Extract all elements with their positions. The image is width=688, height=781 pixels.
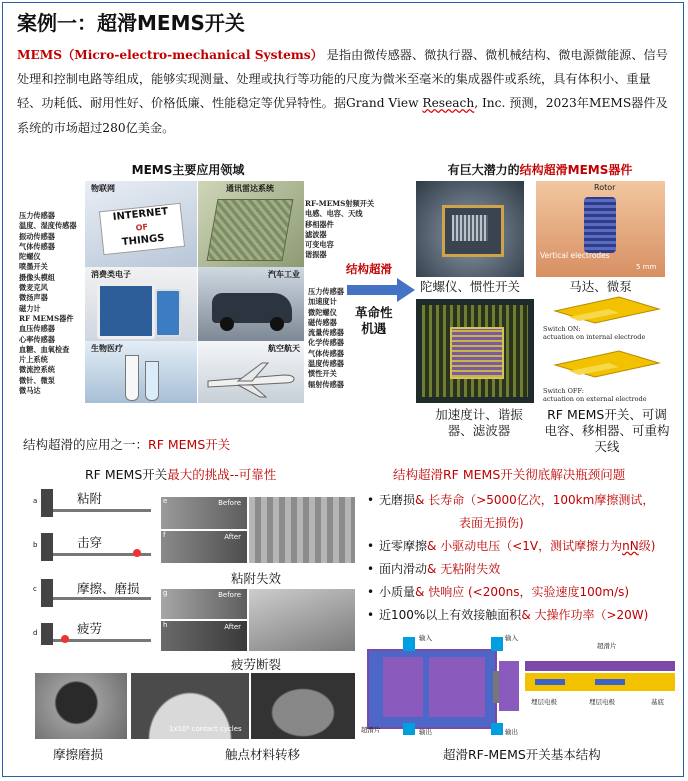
auto-tile bbox=[198, 267, 304, 341]
sem-transfer-image-2 bbox=[251, 673, 355, 739]
panel-letter: a bbox=[33, 497, 38, 505]
structure-diagram bbox=[363, 631, 679, 739]
sem-before-e bbox=[161, 497, 247, 529]
app-list-item: RF MEMS器件 bbox=[19, 313, 74, 323]
app-list-item: 化学传感器 bbox=[308, 338, 344, 348]
switch-on-label: Switch ON: bbox=[543, 325, 581, 333]
switch-off-label: Switch OFF: bbox=[543, 387, 584, 395]
iot-banner-top: INTERNET bbox=[112, 206, 169, 223]
test-tube bbox=[145, 361, 159, 401]
bullet-item: • 小质量& 快响应 (<200ns，实验速度100m/s) bbox=[367, 585, 630, 599]
output-label-2: 输出 bbox=[505, 728, 518, 736]
buried-electrode bbox=[535, 679, 565, 685]
bullet-tail: 实验速度100m/s) bbox=[531, 585, 630, 599]
anchor-block bbox=[41, 623, 53, 645]
switch-off-sub: actuation on external electrode bbox=[543, 395, 647, 403]
devices-heading bbox=[415, 161, 665, 178]
cycles-label: 1x10⁸ contact cycles bbox=[169, 725, 242, 733]
phone-image bbox=[155, 289, 181, 337]
arrow-bottom-line1: 革命性 bbox=[355, 305, 393, 320]
buried-label-2: 埋层电极 bbox=[589, 698, 615, 706]
intro-squiggle-word: Reseach bbox=[422, 96, 475, 111]
iot-banner bbox=[99, 203, 185, 255]
app-list-item: 微麦克风 bbox=[19, 283, 48, 293]
iot-label: 物联网 bbox=[91, 184, 115, 193]
auto-label: 汽车工业 bbox=[268, 270, 300, 279]
electrodes-label: Vertical electrodes bbox=[540, 251, 610, 260]
aero-label: 航空航天 bbox=[268, 344, 300, 353]
app-list-item: 微针、微泵 bbox=[19, 375, 55, 385]
app-list-item: 可变电容 bbox=[305, 240, 334, 250]
input-label-1: 输入 bbox=[419, 634, 432, 642]
crack-icon bbox=[61, 635, 69, 643]
panel-letter: f bbox=[163, 531, 166, 539]
arrow-label-top: 结构超滑 bbox=[346, 262, 392, 276]
fail-label-fatigue: 疲劳 bbox=[77, 621, 103, 636]
rf-caption: RF MEMS开关、可调电容、移相器、可重构天线 bbox=[544, 407, 670, 454]
section2-red: RF MEMS开关 bbox=[148, 437, 231, 452]
bullet-item: • 面内滑动& 无粘附失效 bbox=[367, 562, 501, 576]
fatigue-fail-caption: 疲劳断裂 bbox=[231, 657, 282, 672]
app-list-item: 加速度计 bbox=[308, 297, 337, 307]
radar-array bbox=[207, 199, 294, 261]
sem-stiction-image bbox=[249, 497, 355, 563]
panel-letter: c bbox=[33, 585, 37, 593]
bullet-item: • 近零摩擦& 小驱动电压（<1V，测试摩擦力为nN级) bbox=[367, 539, 656, 553]
app-list-item: RF-MEMS射频开关 bbox=[305, 199, 375, 208]
accel-chip-image bbox=[416, 299, 534, 403]
output-label-1: 输出 bbox=[419, 728, 432, 736]
buried-electrode bbox=[595, 679, 625, 685]
app-list-item: 压力传感器 bbox=[19, 211, 55, 220]
sem-fatigue-image bbox=[249, 589, 355, 651]
bullet-key: 近100%以上有效接触面积 bbox=[379, 608, 522, 622]
airplane-icon bbox=[204, 359, 298, 399]
slide bbox=[2, 2, 684, 777]
tablet-image bbox=[97, 283, 155, 339]
aero-tile bbox=[198, 341, 304, 403]
solution-heading: 结构超滑RF MEMS开关彻底解决瓶颈问题 bbox=[393, 467, 626, 482]
iot-banner-bot: THINGS bbox=[121, 232, 166, 249]
sem-after-h bbox=[161, 621, 247, 651]
panel-letter: b bbox=[33, 541, 38, 549]
slider-pad bbox=[383, 657, 423, 717]
bullet-key: 无磨损 bbox=[379, 493, 416, 507]
app-list-item: 气体传感器 bbox=[308, 348, 344, 358]
app-list-item: 流量传感器 bbox=[308, 328, 344, 338]
test-tube bbox=[125, 355, 139, 401]
app-list-item: 片上系统 bbox=[19, 355, 48, 365]
before-label: Before bbox=[218, 499, 241, 507]
cantilever-beam bbox=[53, 509, 151, 512]
slider-label-2: 超滑片 bbox=[597, 642, 617, 650]
bullet-tail: 级) bbox=[638, 539, 656, 553]
app-list-item: 谐振器 bbox=[305, 250, 327, 260]
slider-pad bbox=[499, 661, 519, 711]
devices-heading-prefix: 有巨大潜力的 bbox=[447, 163, 520, 177]
right-arrow-icon bbox=[347, 277, 417, 303]
after-label: After bbox=[224, 533, 241, 541]
solution-bullets bbox=[367, 489, 679, 627]
fail-label-wear: 摩擦、磨损 bbox=[77, 581, 140, 596]
app-list-left bbox=[19, 211, 85, 396]
rotor-label: Rotor bbox=[594, 183, 616, 192]
arrow-bottom-line2: 机遇 bbox=[361, 321, 387, 336]
devices-heading-red: 结构超滑MEMS器件 bbox=[519, 163, 633, 177]
motor-caption: 马达、微泵 bbox=[569, 279, 632, 294]
panel-letter: g bbox=[163, 589, 168, 597]
anchor-block bbox=[41, 489, 53, 517]
app-list-item: 磁传感器 bbox=[308, 317, 337, 327]
section2-prefix: 结构超滑的应用之一： bbox=[23, 437, 149, 452]
gyro-image bbox=[416, 181, 524, 277]
after-label: After bbox=[224, 623, 241, 631]
bullet-value: & 快响应 (<200ns， bbox=[415, 585, 532, 599]
app-list-item: 心率传感器 bbox=[19, 334, 55, 344]
challenge-heading-prefix: RF MEMS开关 bbox=[85, 467, 168, 482]
substrate-label: 基底 bbox=[651, 698, 664, 706]
app-list-item: 惯性开关 bbox=[308, 369, 337, 379]
cantilever-beam bbox=[53, 597, 151, 600]
app-list-item: 微流控系统 bbox=[19, 365, 55, 375]
bullet-key: 小质量 bbox=[379, 585, 416, 599]
app-list-item: 气体传感器 bbox=[19, 241, 55, 251]
consumer-label: 消费类电子 bbox=[91, 270, 131, 279]
wear-caption: 摩擦磨损 bbox=[53, 747, 104, 762]
app-list-item: 振动传感器 bbox=[19, 231, 55, 241]
app-list-item: 温度传感器 bbox=[308, 359, 344, 369]
panel-letter: h bbox=[163, 621, 168, 629]
chip-core bbox=[450, 327, 504, 379]
radar-label: 通讯雷达系统 bbox=[226, 184, 274, 193]
anchor-block bbox=[41, 579, 53, 607]
port-input bbox=[403, 637, 415, 651]
before-label: Before bbox=[218, 591, 241, 599]
section2-heading bbox=[23, 435, 230, 453]
spark-icon bbox=[133, 549, 141, 557]
bullet-value: & 无粘附失效 bbox=[427, 562, 501, 576]
app-list-item: 滤波器 bbox=[305, 229, 327, 239]
stiction-fail-caption: 粘附失效 bbox=[231, 571, 282, 586]
structure-caption: 超滑RF-MEMS开关基本结构 bbox=[443, 747, 601, 762]
intro-text-2: , Inc. 预测，2023年MEMS器件及系统的市场超过280亿美金。 bbox=[17, 96, 668, 135]
app-list-item: 压力传感器 bbox=[308, 287, 344, 296]
bullet-value: & 小驱动电压（<1V，测试摩擦力为 bbox=[427, 539, 623, 553]
port-output bbox=[403, 723, 415, 735]
iot-tile bbox=[85, 181, 197, 267]
app-list-item: 微陀螺仪 bbox=[308, 307, 337, 317]
intro-text-1: 是指由微传感器、微执行器、微机械结构、微电源微能源、信号处理和控制电路等组成，能够实现测量、处理或执行等功能的尺度为微米至毫米的集成器件或系统，具有体积小、重量轻、功耗低、耐用性好、价格低廉、性能稳定等优异特性。据Grand View bbox=[17, 48, 668, 111]
app-list-item: 血压传感器 bbox=[19, 324, 55, 334]
page-title: 案例一：超滑MEMS开关 bbox=[17, 11, 245, 35]
intro-paragraph bbox=[17, 43, 673, 140]
consumer-tile bbox=[85, 267, 197, 341]
bullet-item: • 无磨损& 长寿命（>5000亿次，100km摩擦测试， bbox=[367, 493, 655, 507]
app-list-item: 陀螺仪 bbox=[19, 252, 41, 262]
motor-image bbox=[536, 181, 665, 277]
panel-letter: e bbox=[163, 497, 168, 505]
fail-label-stiction: 粘附 bbox=[77, 491, 103, 506]
bullet-key: 近零摩擦 bbox=[379, 539, 428, 553]
transfer-caption: 触点材料转移 bbox=[225, 747, 301, 762]
rf-switch-image bbox=[541, 295, 669, 407]
rotor-shape bbox=[584, 197, 616, 253]
fail-label-breakdown: 击穿 bbox=[77, 535, 103, 550]
port-input bbox=[491, 637, 503, 651]
gyro-comb bbox=[452, 215, 488, 241]
app-list-item: 微马达 bbox=[19, 386, 41, 396]
wheel-shape bbox=[220, 317, 234, 331]
app-list-right-top bbox=[305, 199, 377, 261]
arrow-label-bottom bbox=[355, 305, 393, 337]
cross-section-slider bbox=[525, 661, 675, 671]
bullet-continuation: 表面无损伤) bbox=[459, 516, 524, 530]
bullet-item: • 近100%以上有效接触面积& 大操作功率（>20W) bbox=[367, 608, 649, 622]
port-output bbox=[491, 723, 503, 735]
app-list-item: 电感、电容、天线 bbox=[305, 209, 363, 219]
bullet-unit: nN bbox=[622, 539, 639, 553]
slider-label-1: 超滑片 bbox=[361, 726, 381, 734]
sem-before-g bbox=[161, 589, 247, 619]
anchor-block bbox=[41, 533, 53, 561]
challenge-heading bbox=[85, 465, 276, 483]
applications-heading: MEMS主要应用领域 bbox=[131, 163, 245, 177]
sem-wear-image bbox=[35, 673, 127, 739]
iot-banner-mid: OF bbox=[135, 222, 149, 233]
app-list-item: 喷墨开关 bbox=[19, 262, 48, 272]
app-list-item: 移相器件 bbox=[305, 219, 334, 229]
challenge-heading-red: 最大的挑战--可靠性 bbox=[167, 467, 277, 482]
slider-pad bbox=[429, 657, 485, 717]
bullet-value: & 大操作功率（>20W) bbox=[521, 608, 649, 622]
bio-label: 生物医疗 bbox=[91, 344, 123, 353]
sem-after-f bbox=[161, 531, 247, 563]
panel-letter: d bbox=[33, 629, 38, 637]
failure-diagrams bbox=[33, 489, 157, 649]
app-list-item: 血糖、血氧检查 bbox=[19, 344, 70, 354]
bullet-key: 面内滑动 bbox=[379, 562, 428, 576]
scale-label: 5 mm bbox=[636, 263, 657, 271]
app-list-item: 温度、湿度传感器 bbox=[19, 221, 77, 231]
app-list-item: 磁力计 bbox=[19, 303, 41, 313]
app-list-item: 摄像头模组 bbox=[19, 272, 55, 282]
gyro-caption: 陀螺仪、惯性开关 bbox=[419, 279, 520, 294]
app-list-item: 辐射传感器 bbox=[308, 379, 344, 389]
sem-transfer-image bbox=[131, 673, 249, 739]
bullet-value: & 长寿命（>5000亿次，100km摩擦测试， bbox=[415, 493, 655, 507]
app-list-item: 微扬声器 bbox=[19, 293, 48, 303]
input-label-2: 输入 bbox=[505, 634, 518, 642]
switch-on-sub: actuation on internal electrode bbox=[543, 333, 646, 341]
wheel-shape bbox=[270, 317, 284, 331]
buried-label-1: 埋层电极 bbox=[531, 698, 557, 706]
radar-tile bbox=[198, 181, 304, 267]
accel-caption: 加速度计、谐振器、滤波器 bbox=[435, 407, 523, 438]
bio-tile bbox=[85, 341, 197, 403]
mems-term: MEMS（Micro-electro-mechanical Systems） bbox=[17, 48, 323, 62]
